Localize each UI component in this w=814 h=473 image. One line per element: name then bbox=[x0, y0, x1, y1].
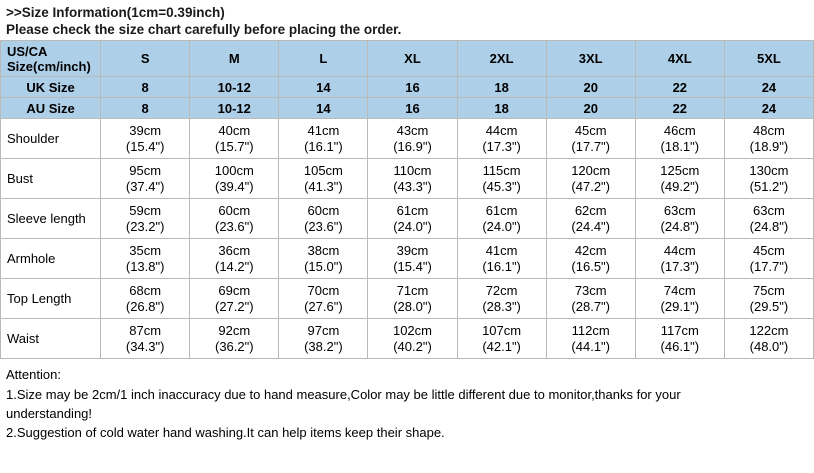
cell-waist-l bbox=[279, 319, 368, 359]
value-inch: (27.2") bbox=[214, 298, 254, 314]
table-row bbox=[1, 159, 814, 199]
value-cm: 61cm bbox=[396, 202, 429, 218]
note-measure-accuracy-line1: 1.Size may be 2cm/1 inch inaccuracy due to hand measure,Color may be little different due to monitor,thanks for your bbox=[6, 387, 681, 402]
size-header-m: M bbox=[190, 41, 279, 77]
cell-bust-4xl bbox=[635, 159, 724, 199]
value-inch: (24.0") bbox=[393, 218, 432, 234]
value-inch: (18.1") bbox=[660, 138, 700, 154]
cell-armhole-4xl bbox=[635, 239, 724, 279]
cell-toplength-m bbox=[190, 279, 279, 319]
cell-shoulder-4xl bbox=[635, 119, 724, 159]
value-cm: 112cm bbox=[571, 322, 610, 338]
value-cm: 70cm bbox=[307, 282, 340, 298]
cell-bust-m bbox=[190, 159, 279, 199]
cell-shoulder-l bbox=[279, 119, 368, 159]
value-inch: (44.1") bbox=[571, 338, 610, 354]
value-cm: 48cm bbox=[753, 122, 785, 138]
value-inch: (36.2") bbox=[214, 338, 254, 354]
cell-toplength-s bbox=[101, 279, 190, 319]
cell-bust-l bbox=[279, 159, 368, 199]
value-inch: (24.0") bbox=[482, 218, 521, 234]
value-inch: (16.9") bbox=[393, 138, 432, 154]
table-row bbox=[1, 319, 814, 359]
cell-sleeve-l bbox=[279, 199, 368, 239]
value-inch: (16.5") bbox=[571, 258, 610, 274]
table-row bbox=[1, 119, 814, 159]
table-header-row bbox=[1, 41, 814, 77]
cell-toplength-5xl bbox=[724, 279, 813, 319]
size-header-s: S bbox=[101, 41, 190, 77]
cell-bust-3xl bbox=[546, 159, 635, 199]
value-cm: 97cm bbox=[307, 322, 340, 338]
cell-waist-5xl bbox=[724, 319, 813, 359]
cell-waist-s bbox=[101, 319, 190, 359]
cell-sleeve-4xl bbox=[635, 199, 724, 239]
cell-sleeve-m bbox=[190, 199, 279, 239]
cell-toplength-2xl bbox=[457, 279, 546, 319]
corner-label-region: US/CA bbox=[7, 43, 48, 59]
cell-sleeve-3xl bbox=[546, 199, 635, 239]
size-header-3xl: 3XL bbox=[546, 41, 635, 77]
cell-bust-5xl bbox=[724, 159, 813, 199]
value-inch: (23.2") bbox=[125, 218, 165, 234]
value-inch: (28.3") bbox=[482, 298, 521, 314]
value-inch: (51.2") bbox=[749, 178, 789, 194]
au-size-4xl: 22 bbox=[635, 98, 724, 119]
value-cm: 100cm bbox=[214, 162, 254, 178]
value-inch: (15.7") bbox=[214, 138, 254, 154]
attention-label: Attention: bbox=[6, 367, 61, 382]
value-inch: (18.9") bbox=[749, 138, 789, 154]
cell-bust-xl bbox=[368, 159, 457, 199]
value-cm: 92cm bbox=[218, 322, 251, 338]
value-inch: (29.5") bbox=[749, 298, 789, 314]
uk-size-l: 14 bbox=[279, 77, 368, 98]
au-size-2xl: 18 bbox=[457, 98, 546, 119]
value-inch: (46.1") bbox=[660, 338, 700, 354]
value-cm: 115cm bbox=[482, 162, 521, 178]
au-size-3xl: 20 bbox=[546, 98, 635, 119]
size-header-5xl: 5XL bbox=[724, 41, 813, 77]
uk-size-2xl: 18 bbox=[457, 77, 546, 98]
note-measure-accuracy-line2: understanding! bbox=[6, 406, 93, 421]
cell-sleeve-5xl bbox=[724, 199, 813, 239]
value-inch: (16.1") bbox=[304, 138, 343, 154]
value-cm: 46cm bbox=[663, 122, 696, 138]
cell-toplength-4xl bbox=[635, 279, 724, 319]
cell-waist-xl bbox=[368, 319, 457, 359]
value-inch: (45.3") bbox=[482, 178, 521, 194]
value-inch: (13.8") bbox=[125, 258, 165, 274]
value-inch: (39.4") bbox=[214, 178, 254, 194]
cell-armhole-l bbox=[279, 239, 368, 279]
value-cm: 61cm bbox=[485, 202, 518, 218]
au-size-xl: 16 bbox=[368, 98, 457, 119]
value-inch: (43.3") bbox=[393, 178, 432, 194]
value-cm: 130cm bbox=[749, 162, 789, 178]
measure-label-sleeve-length: Sleeve length bbox=[1, 199, 101, 239]
size-chart-table bbox=[0, 40, 814, 359]
cell-armhole-m bbox=[190, 239, 279, 279]
cell-sleeve-2xl bbox=[457, 199, 546, 239]
uk-size-s: 8 bbox=[101, 77, 190, 98]
value-cm: 43cm bbox=[396, 122, 429, 138]
value-cm: 40cm bbox=[218, 122, 251, 138]
cell-shoulder-2xl bbox=[457, 119, 546, 159]
value-cm: 105cm bbox=[303, 162, 343, 178]
corner-label-units: Size(cm/inch) bbox=[7, 58, 91, 74]
value-cm: 87cm bbox=[129, 322, 162, 338]
value-cm: 42cm bbox=[574, 242, 607, 258]
uk-size-4xl: 22 bbox=[635, 77, 724, 98]
measure-label-waist: Waist bbox=[1, 319, 101, 359]
size-header-l: L bbox=[279, 41, 368, 77]
value-inch: (47.2") bbox=[571, 178, 610, 194]
measure-label-top-length: Top Length bbox=[1, 279, 101, 319]
value-cm: 41cm bbox=[485, 242, 518, 258]
au-size-m: 10-12 bbox=[190, 98, 279, 119]
value-cm: 60cm bbox=[307, 202, 340, 218]
header-corner-cell bbox=[1, 41, 101, 77]
value-cm: 95cm bbox=[129, 162, 162, 178]
cell-shoulder-3xl bbox=[546, 119, 635, 159]
value-cm: 63cm bbox=[753, 202, 785, 218]
value-inch: (17.7") bbox=[749, 258, 789, 274]
value-inch: (15.0") bbox=[304, 258, 343, 274]
cell-waist-3xl bbox=[546, 319, 635, 359]
cell-bust-2xl bbox=[457, 159, 546, 199]
cell-toplength-3xl bbox=[546, 279, 635, 319]
au-size-l: 14 bbox=[279, 98, 368, 119]
value-cm: 63cm bbox=[663, 202, 696, 218]
cell-armhole-s bbox=[101, 239, 190, 279]
value-inch: (41.3") bbox=[304, 178, 343, 194]
cell-sleeve-s bbox=[101, 199, 190, 239]
value-inch: (24.4") bbox=[571, 218, 610, 234]
uk-size-m: 10-12 bbox=[190, 77, 279, 98]
value-inch: (24.8") bbox=[749, 218, 789, 234]
value-cm: 73cm bbox=[574, 282, 607, 298]
value-cm: 38cm bbox=[307, 242, 340, 258]
value-inch: (26.8") bbox=[125, 298, 165, 314]
value-cm: 69cm bbox=[218, 282, 251, 298]
cell-shoulder-xl bbox=[368, 119, 457, 159]
value-inch: (48.0") bbox=[749, 338, 789, 354]
cell-bust-s bbox=[101, 159, 190, 199]
value-inch: (49.2") bbox=[660, 178, 700, 194]
value-inch: (40.2") bbox=[393, 338, 432, 354]
value-cm: 45cm bbox=[574, 122, 607, 138]
value-cm: 72cm bbox=[485, 282, 518, 298]
value-inch: (16.1") bbox=[482, 258, 521, 274]
value-cm: 122cm bbox=[749, 322, 789, 338]
cell-armhole-xl bbox=[368, 239, 457, 279]
cell-toplength-l bbox=[279, 279, 368, 319]
value-inch: (17.7") bbox=[571, 138, 610, 154]
value-inch: (15.4") bbox=[125, 138, 165, 154]
footer-notes bbox=[0, 359, 814, 442]
uk-size-row bbox=[1, 77, 814, 98]
size-header-2xl: 2XL bbox=[457, 41, 546, 77]
measure-label-shoulder: Shoulder bbox=[1, 119, 101, 159]
header bbox=[0, 0, 814, 40]
size-header-4xl: 4XL bbox=[635, 41, 724, 77]
value-cm: 44cm bbox=[485, 122, 518, 138]
value-cm: 125cm bbox=[660, 162, 700, 178]
cell-shoulder-5xl bbox=[724, 119, 813, 159]
size-information-title: >>Size Information(1cm=0.39inch) bbox=[6, 5, 225, 20]
uk-size-5xl: 24 bbox=[724, 77, 813, 98]
value-inch: (17.3") bbox=[660, 258, 700, 274]
value-cm: 44cm bbox=[663, 242, 696, 258]
value-cm: 62cm bbox=[574, 202, 607, 218]
value-cm: 120cm bbox=[571, 162, 611, 178]
uk-size-xl: 16 bbox=[368, 77, 457, 98]
value-cm: 59cm bbox=[129, 202, 162, 218]
value-inch: (24.8") bbox=[660, 218, 700, 234]
value-inch: (27.6") bbox=[304, 298, 343, 314]
uk-size-3xl: 20 bbox=[546, 77, 635, 98]
measure-label-armhole: Armhole bbox=[1, 239, 101, 279]
size-check-notice: Please check the size chart carefully before placing the order. bbox=[6, 22, 402, 37]
cell-waist-m bbox=[190, 319, 279, 359]
cell-waist-2xl bbox=[457, 319, 546, 359]
table-row bbox=[1, 239, 814, 279]
value-cm: 39cm bbox=[129, 122, 162, 138]
au-size-row bbox=[1, 98, 814, 119]
value-inch: (23.6") bbox=[214, 218, 254, 234]
au-size-s: 8 bbox=[101, 98, 190, 119]
value-cm: 41cm bbox=[307, 122, 340, 138]
au-size-5xl: 24 bbox=[724, 98, 813, 119]
table-row bbox=[1, 279, 814, 319]
value-inch: (42.1") bbox=[482, 338, 521, 354]
size-header-xl: XL bbox=[368, 41, 457, 77]
value-cm: 39cm bbox=[396, 242, 429, 258]
value-inch: (14.2") bbox=[214, 258, 254, 274]
value-cm: 45cm bbox=[753, 242, 785, 258]
measure-label-bust: Bust bbox=[1, 159, 101, 199]
value-inch: (23.6") bbox=[304, 218, 343, 234]
value-inch: (37.4") bbox=[125, 178, 165, 194]
value-cm: 68cm bbox=[129, 282, 162, 298]
value-cm: 71cm bbox=[396, 282, 429, 298]
value-inch: (38.2") bbox=[304, 338, 343, 354]
cell-waist-4xl bbox=[635, 319, 724, 359]
au-size-label: AU Size bbox=[1, 98, 101, 119]
value-cm: 102cm bbox=[392, 322, 432, 338]
note-washing-suggestion: 2.Suggestion of cold water hand washing.It can help items keep their shape. bbox=[6, 425, 445, 440]
cell-shoulder-s bbox=[101, 119, 190, 159]
value-inch: (29.1") bbox=[660, 298, 700, 314]
value-cm: 110cm bbox=[393, 162, 432, 178]
value-inch: (15.4") bbox=[393, 258, 432, 274]
value-inch: (34.3") bbox=[125, 338, 165, 354]
table-row bbox=[1, 199, 814, 239]
value-cm: 75cm bbox=[753, 282, 785, 298]
cell-sleeve-xl bbox=[368, 199, 457, 239]
value-inch: (17.3") bbox=[482, 138, 521, 154]
value-cm: 74cm bbox=[663, 282, 696, 298]
value-inch: (28.7") bbox=[571, 298, 610, 314]
uk-size-label: UK Size bbox=[1, 77, 101, 98]
cell-shoulder-m bbox=[190, 119, 279, 159]
value-cm: 107cm bbox=[482, 322, 522, 338]
cell-armhole-3xl bbox=[546, 239, 635, 279]
cell-armhole-5xl bbox=[724, 239, 813, 279]
cell-toplength-xl bbox=[368, 279, 457, 319]
value-cm: 117cm bbox=[660, 322, 699, 338]
value-cm: 36cm bbox=[218, 242, 251, 258]
value-inch: (28.0") bbox=[393, 298, 432, 314]
value-cm: 35cm bbox=[129, 242, 162, 258]
value-cm: 60cm bbox=[218, 202, 251, 218]
cell-armhole-2xl bbox=[457, 239, 546, 279]
